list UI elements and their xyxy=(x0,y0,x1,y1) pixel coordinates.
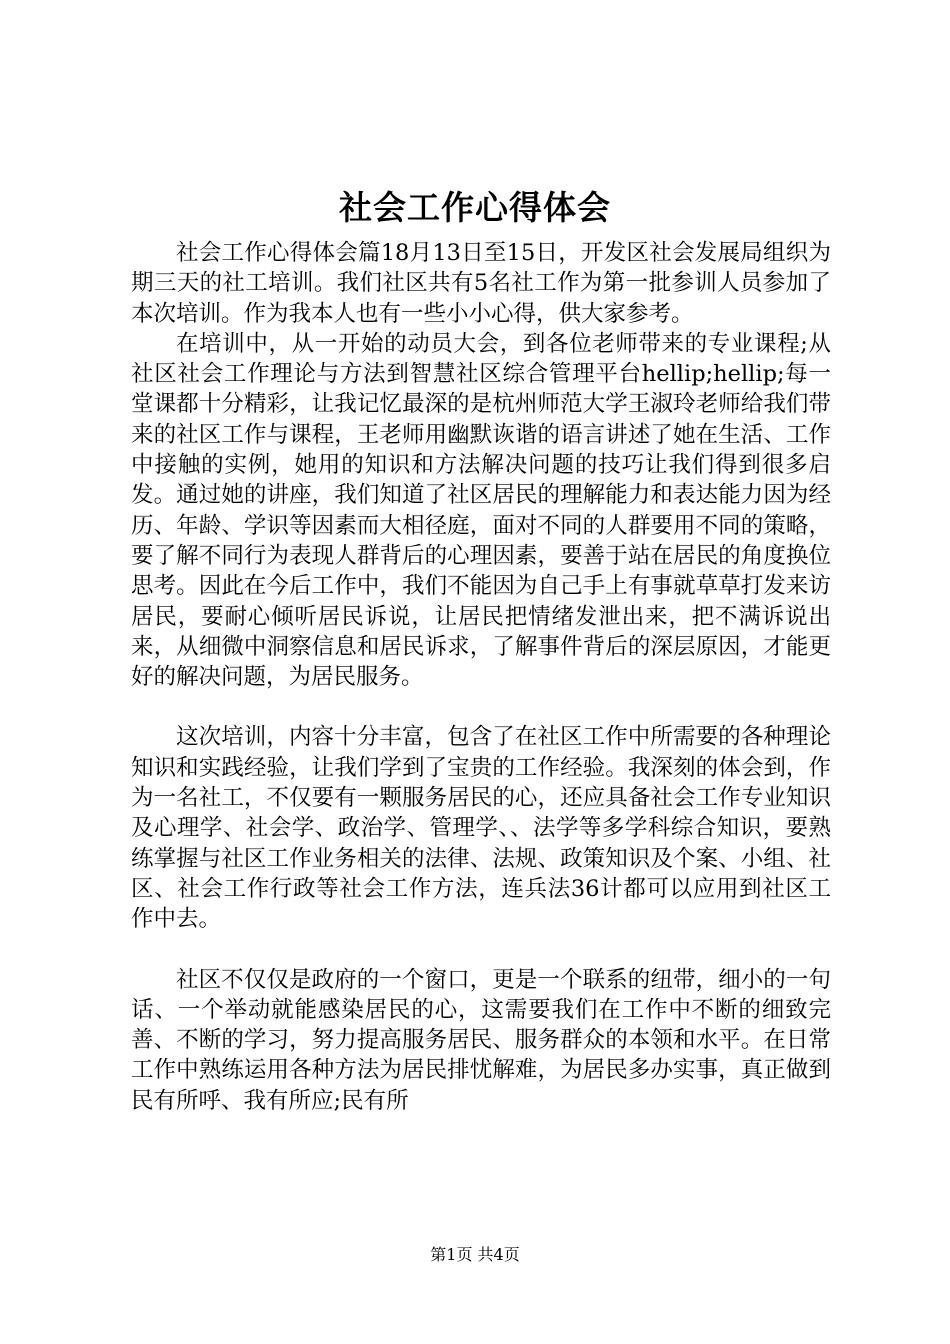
paragraph-1: 社会工作心得体会篇18月13日至15日，开发区社会发展局组织为期三天的社工培训。我们社区共有5名社工作为第一批参训人员参加了本次培训。作为我本人也有一些小小心得，供大家参考。 xyxy=(131,240,831,327)
document-title: 社会工作心得体会 xyxy=(339,188,611,227)
page-footer: 第1页 共4页 xyxy=(430,1245,520,1264)
paragraph-4: 社区不仅仅是政府的一个窗口，更是一个联系的纽带，细小的一句话、一个举动就能感染居民的心，这需要我们在工作中不断的细致完善、不断的学习，努力提高服务居民、服务群众的本领和水平。在日常工作中熟练运用各种方法为居民排忧解难，为居民多办实事，真正做到民有所呼、我有所应;民有所 xyxy=(131,966,831,1114)
document-body xyxy=(131,238,831,1116)
paragraph-2: 在培训中，从一开始的动员大会，到各位老师带来的专业课程;从社区社会工作理论与方法到智慧社区综合管理平台hellip;hellip;每一堂课都十分精彩，让我记忆最深的是杭州师范大学王淑玲老师给我们带来的社区工作与课程，王老师用幽默诙谐的语言讲述了她在生活、工作中接触的实例，她用的知识和方法解决问题的技巧让我们得到很多启发。通过她的讲座，我们知道了社区居民的理解能力和表达能力因为经历、年龄、学识等因素而大相径庭，面对不同的人群要用不同的策略，要了解不同行为表现人群背后的心理因素，要善于站在居民的角度换位思考。因此在今后工作中，我们不能因为自己手上有事就草草打发来访居民，要耐心倾听居民诉说，让居民把情绪发泄出来，把不满诉说出来，从细微中洞察信息和居民诉求，了解事件背后的深层原因，才能更好的解决问题，为居民服务。 xyxy=(131,330,831,691)
paragraph-3: 这次培训，内容十分丰富，包含了在社区工作中所需要的各种理论知识和实践经验，让我们学到了宝贵的工作经验。我深刻的体会到，作为一名社工，不仅要有一颗服务居民的心，还应具备社会工作专业知识及心理学、社会学、政治学、管理学、、法学等多学科综合知识，要熟练掌握与社区工作业务相关的法律、法规、政策知识及个案、小组、社区、社会工作行政等社会工作方法，连兵法36计都可以应用到社区工作中去。 xyxy=(131,724,831,933)
